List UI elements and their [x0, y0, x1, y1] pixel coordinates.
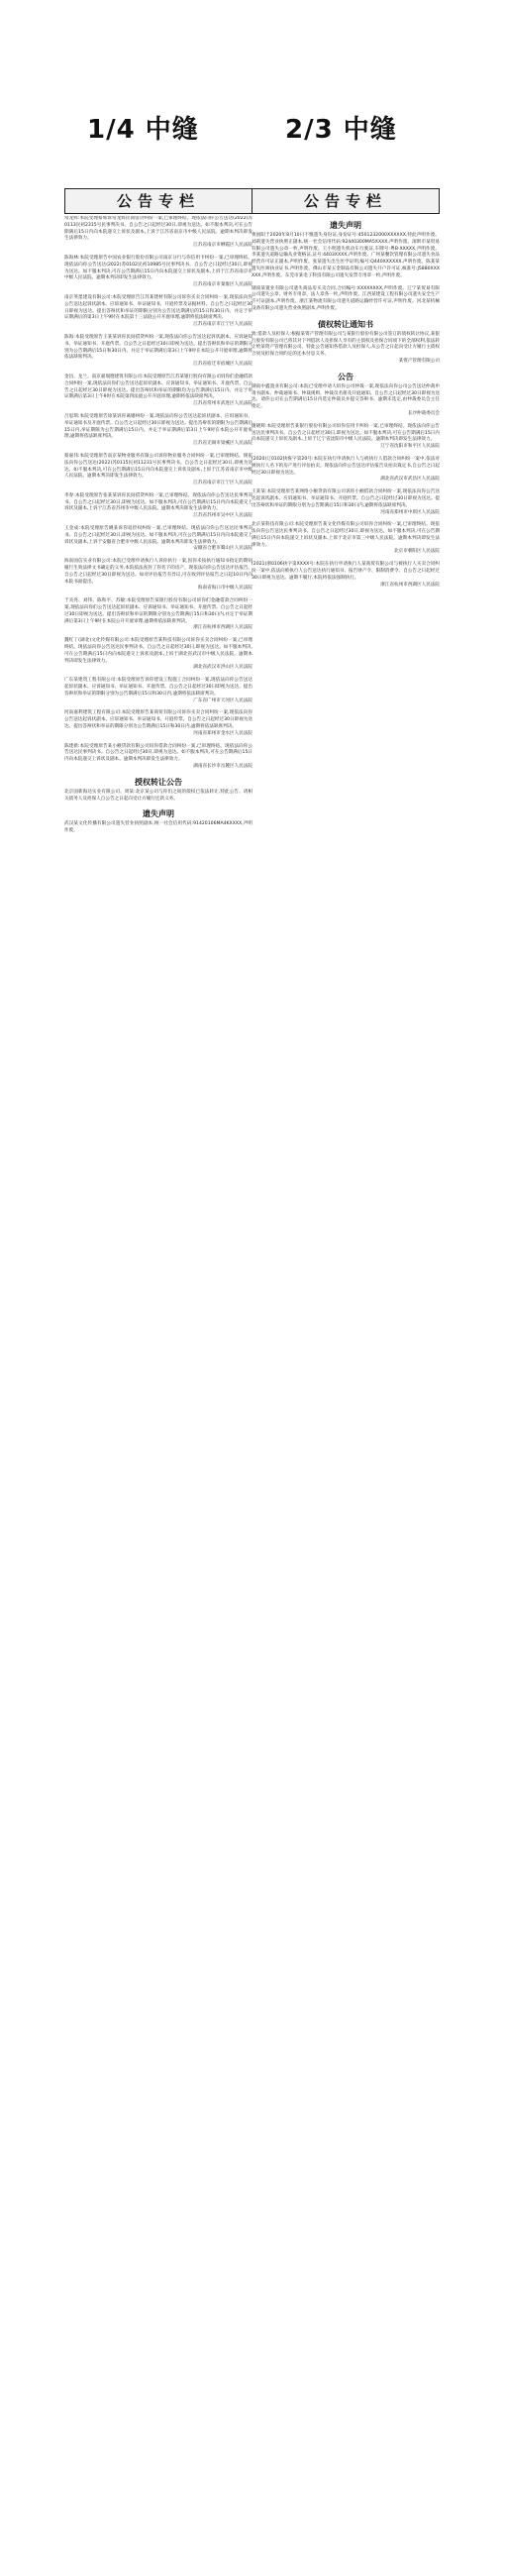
- notice-text: 致:借款人及担保人:根据某资产管理有限公司与某银行股份有限公司签订的债权转让协议,某银行股份有限公司已将其对下列借款人及担保人享有的主债权及担保合同项下的全部权利,依法转让给某资产管理有限公司。特此公告通知各借款人及担保人,从公告之日起向受让方履行主债权合同及担保合同约定的还本付息义务。: [252, 331, 440, 358]
- notice-signature: 江苏省无锡市梁溪区人民法院: [193, 441, 252, 447]
- notice-item: [64, 493, 252, 520]
- notice-column-right: [252, 188, 440, 2086]
- notice-text: 金昌、龙兰、南京嘉瑞德建筑有限公司:本院受理原告江苏某银行股份有限公司诉你们金融借款合同纠纷一案,现依法向你们公告送达起诉状副本、应诉通知书、举证通知书、开庭传票。自公告之日起经过30日即视为送达。提出答辩状和举证的期限均为公告期满后15日内。并定于举证期满后第3日上午9时在本院第四法庭公开开庭审理,逾期将依法缺席判决。: [64, 374, 252, 400]
- notice-title: 公告: [338, 372, 354, 381]
- notice-item: [64, 414, 252, 448]
- page-label-left: 1/4 中缝: [87, 115, 199, 145]
- notice-title: 授权转让公告: [135, 777, 182, 787]
- notice-signature: 浙江省杭州市西湖区人民法院: [193, 625, 252, 631]
- notice-item: [252, 522, 440, 556]
- notice-item: [252, 286, 440, 313]
- notice-text: 吕思琪:本院受理原告徐某诉你离婚纠纷一案,现依法向你公告送达起诉状副本、应诉通知书、举证通知书及开庭传票。自公告之日起经过30日即视为送达。提出答辩状的期限为公告期满后15日内,举证期限为公告期满后15日内。并定于举证期满后第3日上午9时在本院公开开庭审理,逾期将依法缺席判决。: [64, 413, 252, 440]
- notice-text: 武汉某文化传播有限公司遗失营业执照副本,统一社会信用代码:91420106MA4KXXXX,声明作废。: [64, 821, 252, 834]
- notice-signature: 辽宁省沈阳市和平区人民法院: [380, 444, 440, 450]
- notice-signature: 长沙仲裁委员会: [407, 410, 440, 416]
- notice-text: 陈海:本院受理原告王某某诉你民间借贷纠纷一案,现依法向你公告送达起诉状副本、应诉通知书、举证通知书、开庭传票。自公告之日起经过30日即视为送达。提出答辩状和举证的期限分别为公告期满后15日和30日内。并定于举证期满后第3日上午9时在本院公开开庭审理,逾期将依法缺席判决。: [64, 334, 252, 361]
- notice-item: [64, 216, 252, 250]
- notice-signature: 江苏省南京市江宁区人民法院: [193, 481, 252, 486]
- notice-signature: 湖南省长沙市岳麓区人民法院: [193, 763, 252, 769]
- notice-signature: 浙江省杭州市西湖区人民法院: [380, 582, 440, 588]
- notice-signature: 广东省广州市天河区人民法院: [193, 698, 252, 703]
- notice-item: [64, 375, 252, 408]
- notice-signature: 江苏省常州市武进区人民法院: [193, 401, 252, 407]
- notice-text: (2020)辽0102执恢字第20号:本院在执行申请执行人与被执行人借款合同纠纷一案中,依法对被执行人名下的房产进行评估拍卖。现依法向你公告送达评估报告及拍卖裁定书,自公告之日起经过30日即视为送达。: [252, 456, 440, 476]
- notice-item: [64, 777, 252, 804]
- notice-signature: 江苏省宿迁市宿城区人民法院: [193, 362, 252, 368]
- notice-signature: 江苏省南京市江宁区人民法院: [193, 322, 252, 328]
- notice-title: 遗失声明: [330, 221, 361, 230]
- notice-item: [64, 335, 252, 369]
- notice-text: 常龙辉:本院受理蔡辉诉常龙辉民间借贷纠纷一案,已审理终结。现依法向你公告送达(2022)苏0113民初2315号民事判决书。自公告之日起经过30日,即视为送达。如不服本判决,可在公告期满后15日内向本院递交上诉状及副本,上诉于江苏省南京市中级人民法院。逾期本判决即发生法律效力。: [64, 216, 252, 242]
- notice-item: [64, 598, 252, 632]
- notice-text: 陈建新:本院受理原告某小额贷款有限公司诉你借款合同纠纷一案,已审理终结。现依法向你公告送达民事判决书。自公告之日起经过30日,即视为送达。如不服本判决,可在公告期满后15日内向本院递交上诉状及副本。逾期本判决即发生法律效力。: [64, 743, 252, 763]
- notice-signature: 江苏省南京市秦淮区人民法院: [193, 282, 252, 288]
- notice-title: 债权转让通知书: [318, 319, 373, 329]
- notice-text: 北京国新海达实业有限公司、周某:北京某公司与你们之间的债权已依法转让,特此公告。请相关债务人及担保人自公告之日起向受让方履行还款义务。: [64, 789, 252, 802]
- notice-item: [252, 489, 440, 516]
- notice-text: 陈海林:本院受理原告中国农业银行股份有限公司南京分行与你信用卡纠纷一案,已审理终结。现依法向你公告送达(2022)苏0102民初10985号民事判决书。自公告之日起经过30日,即视为送达。如不服本判决,可在公告期满后15日内向本院递交上诉状及副本,上诉于江苏省南京市中级人民法院。逾期本判决即发生法律效力。: [64, 255, 252, 281]
- notice-item: [252, 457, 440, 483]
- notice-title: 遗失声明: [143, 809, 174, 819]
- page-label-right: 2/3 中缝: [285, 115, 397, 145]
- column-body-right: [252, 216, 440, 2086]
- notice-item: [252, 562, 440, 589]
- notice-item: [64, 638, 252, 672]
- notice-item: [64, 808, 252, 835]
- notice-text: 湖南某置业有限公司遗失商品房买卖合同,合同编号:XXXXXXXX,声明作废。辽宁某贸易有限公司遗失公章、财务专用章、法人章各一枚,声明作废。江西某建设工程有限公司遗失安全生产许可证副本,声明作废。浙江某物流有限公司遗失道路运输经营许可证,声明作废。河北某机械设备有限公司遗失营业执照副本,声明作废。: [252, 285, 440, 311]
- notice-text: 魏红丁(湖北)文化传媒有限公司:本院受理原告某科技有限公司诉你买卖合同纠纷一案,已审理终结。现依法向你公告送达民事判决书。自公告之日起经过30日,即视为送达。如不服本判决,可在公告期满后15日内向本院递交上诉状及副本,上诉于湖北省武汉市中级人民法院。逾期本判决即发生法律效力。: [64, 638, 252, 664]
- notice-item: [252, 319, 440, 366]
- notice-signature: 河南省郑州市金水区人民法院: [193, 730, 252, 736]
- notice-item: [64, 559, 252, 592]
- notice-signature: 江苏省苏州市吴中区人民法院: [193, 513, 252, 519]
- notice-text: 李春:本院受理原告张某某诉你民间借贷纠纷一案,已审理终结。现依法向你公告送达民事判决书。自公告之日起经过30日,即视为送达。如不服本判决,可在公告期满后15日内向本院递交上诉状及副本,上诉于江苏省苏州市中级人民法院。逾期本判决即发生法律效力。: [64, 492, 252, 512]
- notice-text: 蔡嘉伟:本院受理原告南京某物业服务有限公司诉你物业服务合同纠纷一案,已审理终结。现依法向你公告送达(2022)苏0115民初11231号民事判决书。自公告之日起经过30日,即视为送达。如不服本判决,可在公告期满后15日内向本院递交上诉状及副本,上诉于江苏省南京市中级人民法院。逾期本判决即发生法律效力。: [64, 453, 252, 480]
- notice-signature: 湖北省武汉市武昌区人民法院: [380, 477, 440, 483]
- notice-text: 黄国阳于2020年8月10日不慎遗失身份证,身份证号:4501232000XXXXXX,特此声明作废。刘莉遗失营业执照正副本,统一社会信用代码:92440300MA5XXXX,声明作废。深圳市某贸易有限公司遗失公章一枚,声明作废。王小明遗失机动车行驶证,车牌号:粤B·XXXXX,声明作废。李某遗失道路运输从业资格证,证号:4403XXXX,声明作废。广州某餐饮管理有限公司遗失食品经营许可证正副本,声明作废。张某遗失出生医学证明,编号:Q440XXXXXX,声明作废。陈某某遗失医师执业证书,声明作废。佛山市某五金制品有限公司遗失开户许可证,核准号:J5880XXXXXX,声明作废。东莞市某电子科技有限公司遗失发票专用章一枚,声明作废。: [252, 233, 440, 278]
- notice-item: [252, 424, 440, 451]
- notice-column-left: [64, 188, 252, 2507]
- notice-item: [64, 744, 252, 771]
- notice-text: 南京英墨建设有限公司:本院受理原告江苏某建材有限公司诉你买卖合同纠纷一案,现依法向你公告送达起诉状副本、应诉通知书、举证通知书、开庭传票及证据材料。自公告之日起经过30日即视为送达。提出答辩状和举证的期限分别为公告送达期满后的15日和30日内。并定于举证期满后的第3日上午9时在本院第十三法庭公开开庭审理,逾期将依法缺席判决。: [64, 294, 252, 321]
- column-header-right: 公告专栏: [252, 188, 440, 214]
- notice-signature: 江苏省南京市栖霞区人民法院: [193, 243, 252, 249]
- notice-text: 海南国信实业有限公司:本院已受理申请执行人诉你执行一案,因你未按执行通知书指定的期间履行生效法律文书确定的义务,本院依法查封了你名下的房产。现依法向你公告送达评估报告。自公告之日起经过30日即视为送达。如对评估报告有异议,可在收到评估报告之日起10日内向本院书面提出。: [64, 559, 252, 585]
- notice-signature: 安徽省合肥市蜀山区人民法院: [193, 546, 252, 552]
- notice-text: 湖南中鑫置业有限公司:本院已受理申请人诉你公司仲裁一案,现依法向你公司公告送达仲裁申请书副本、仲裁通知书、仲裁规则、仲裁员名册及开庭通知。自公告之日起经过30日即视为送达。请你公司在公告期满后15日内选定仲裁员并提交答辩书。逾期未选定,由仲裁委员会主任指定。: [252, 383, 440, 410]
- notice-item: [64, 295, 252, 329]
- notice-item: [64, 454, 252, 487]
- notice-text: 广东某建筑工程有限公司:本院受理原告诉你建设工程施工合同纠纷一案,现依法向你公告送达起诉状副本、应诉通知书、举证通知书、开庭传票。自公告之日起经过30日即视为送达。提出答辩状和举证的期限分别为公告期满后15日和30日内,逾期将依法缺席判决。: [64, 678, 252, 697]
- notice-signature: 湖北省武汉市洪山区人民法院: [193, 665, 252, 671]
- notice-item: [64, 710, 252, 737]
- notice-item: [252, 372, 440, 418]
- notice-signature: 某资产管理有限公司: [398, 358, 440, 364]
- column-header-left: 公告专栏: [64, 188, 252, 214]
- notice-signature: 河南省郑州市中原区人民法院: [380, 509, 440, 515]
- notice-text: 北京某科技有限公司:本院受理原告某文化传媒有限公司诉你合同纠纷一案,已审理终结。现依法向你公告送达民事判决书。自公告之日起经过30日,即视为送达。如不服本判决,可在公告期满后15日内向本院递交上诉状及副本,上诉于北京市第三中级人民法院。逾期本判决即发生法律效力。: [252, 522, 440, 548]
- notice-text: (2021)浙0106执字第XXXX号:本院在执行申请执行人某商贸有限公司与被执行人买卖合同纠纷一案中,依法向被执行人公告送达执行通知书、报告财产令、限制消费令。自公告之日起经过30日即视为送达。逾期不履行,本院将依法强制执行。: [252, 562, 440, 581]
- notice-item: [252, 220, 440, 280]
- notice-signature: 海南省海口市中级人民法院: [197, 586, 252, 591]
- notice-text: 王金成:本院受理原告姚某诉你追偿权纠纷一案,已审理终结。现依法向你公告送达民事判决书。自公告之日起经过30日,即视为送达。如不服本判决,可在公告期满后15日内向本院递交上诉状及副本,上诉于安徽省合肥市中级人民法院。逾期本判决即发生法律效力。: [64, 526, 252, 545]
- column-body-left: [64, 216, 252, 2507]
- notice-item: [64, 526, 252, 553]
- notice-text: 河南嘉利建筑工程有限公司:本院受理原告某商贸有限公司诉你买卖合同纠纷一案,现依法向你公告送达起诉状副本、应诉通知书、举证通知书、开庭传票。自公告之日起经过30日即视为送达。提出答辩状和举证的期限分别为公告期满后15日和30日内,逾期将依法缺席判决。: [64, 710, 252, 729]
- notice-signature: 北京市朝阳区人民法院: [394, 549, 440, 555]
- notice-item: [64, 256, 252, 289]
- notice-item: [64, 678, 252, 704]
- notice-text: 谢晓辉:本院受理原告某银行股份有限公司诉你信用卡纠纷一案,已审理终结。现依法向你公告送达民事判决书。自公告之日起经过30日,即视为送达。如不服本判决,可在公告期满后15日内向本院递交上诉状及副本,上诉于辽宁省沈阳市中级人民法院。逾期本判决即发生法律效力。: [252, 423, 440, 443]
- notice-text: 王某某:本院受理原告某网络小额贷款有限公司诉你小额借款合同纠纷一案,现依法向你公告送达起诉状副本、应诉通知书、举证通知书、开庭传票。自公告之日起经过30日即视为送达。提出答辩状和举证的期限分别为公告期满后15日和30日内,逾期将依法缺席判决。: [252, 489, 440, 508]
- notice-text: 于炎亮、刘伟、陈和平、苏敏:本院受理原告某银行股份有限公司诉你们金融借款合同纠纷一案,现依法向你们公告送达起诉状副本、应诉通知书、举证通知书、开庭传票。自公告之日起经过30日即视为送达。提出答辩状和举证的期限分别为公告期满后15日和30日内,并定于举证期满后第3日上午9时在本院公开开庭审理,逾期将依法缺席判决。: [64, 598, 252, 624]
